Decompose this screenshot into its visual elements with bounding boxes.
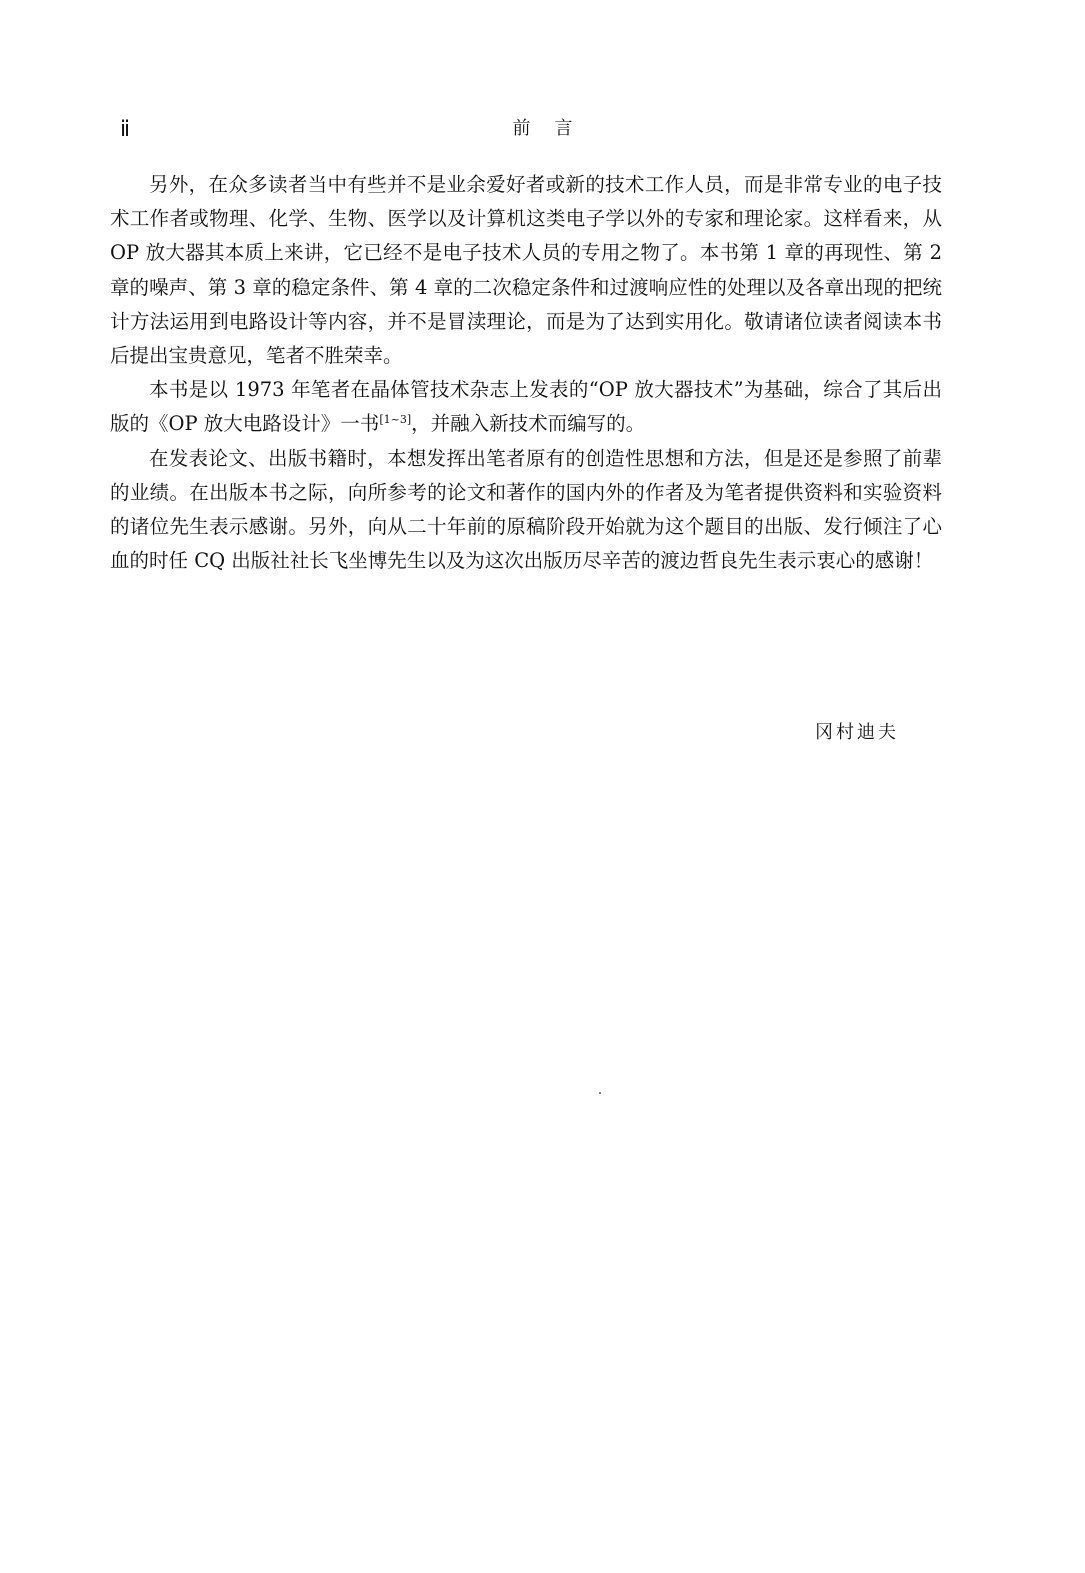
- paragraph-2-text-end: ，并融入新技术而编写的。: [411, 412, 646, 436]
- running-title: 前言: [512, 118, 597, 139]
- page-number: ⅱ: [120, 116, 131, 141]
- paragraph-2: [110, 373, 942, 441]
- paragraph-2-text: 本书是以 1973 年笔者在晶体管技术杂志上发表的“OP 放大器技术”为基础，综合了其后出版的《OP 放大电路设计》一书: [110, 378, 942, 436]
- page-header: [0, 114, 1085, 144]
- scan-speck: [599, 1092, 601, 1094]
- preface-body: [110, 168, 942, 578]
- paragraph-1: 另外，在众多读者当中有些并不是业余爱好者或新的技术工作人员，而是非常专业的电子技术工作者或物理、化学、生物、医学以及计算机这类电子学以外的专家和理论家。这样看来，从 OP 放大器其本质上来讲，它已经不是电子技术人员的专用之物了。本书第 1 章的再现性、第 2 章的噪声、第 3 章的稳定条件、第 4 章的二次稳定条件和过渡响应性的处理以及各章出现的把统计方法运用到电路设计等内容，并不是冒渎理论，而是为了达到实用化。敬请诸位读者阅读本书后提出宝贵意见，笔者不胜荣幸。: [110, 173, 942, 368]
- paragraph-3: 在发表论文、出版书籍时，本想发挥出笔者原有的创造性思想和方法，但是还是参照了前辈的业绩。在出版本书之际，向所参考的论文和著作的国内外的作者及为笔者提供资料和实验资料的诸位先生表示感谢。另外，向从二十年前的原稿阶段开始就为这个题目的出版、发行倾注了心血的时任 CQ 出版社社长飞坐博先生以及为这次出版历尽辛苦的渡边哲良先生表示衷心的感谢！: [110, 446, 942, 573]
- author-signature: 冈村迪夫: [815, 722, 899, 743]
- citation-reference: [1~3]: [379, 413, 412, 427]
